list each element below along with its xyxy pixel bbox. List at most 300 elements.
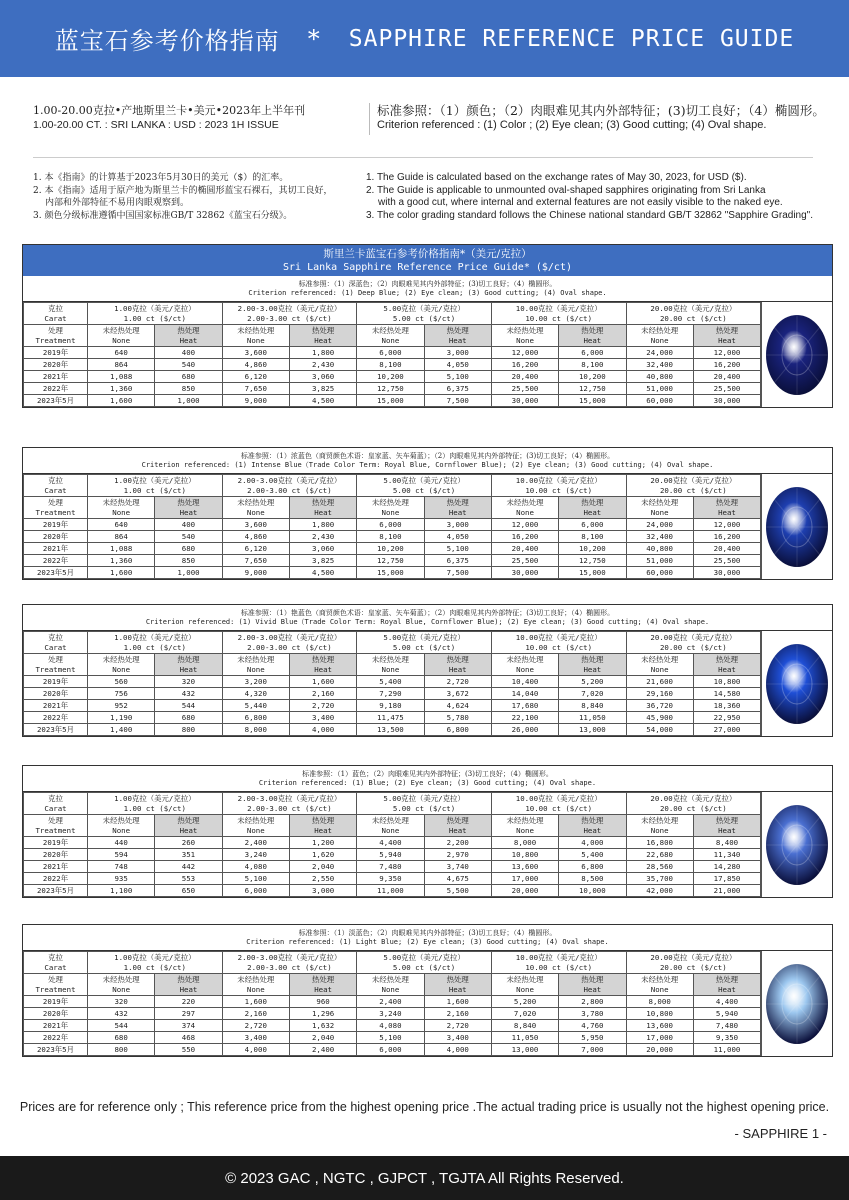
price-cell: 400 bbox=[155, 347, 222, 359]
price-cell: 2,400 bbox=[289, 1044, 356, 1056]
heat-header: 热处理 Heat bbox=[155, 497, 222, 519]
price-cell: 15,000 bbox=[559, 567, 626, 579]
table-row bbox=[24, 519, 761, 531]
table-row bbox=[24, 395, 761, 407]
year-cell: 2022年 bbox=[24, 555, 88, 567]
price-cell: 756 bbox=[88, 688, 155, 700]
price-cell: 14,580 bbox=[693, 688, 760, 700]
price-cell: 1,600 bbox=[88, 395, 155, 407]
price-cell: 2,800 bbox=[559, 996, 626, 1008]
price-cell: 374 bbox=[155, 1020, 222, 1032]
table-row bbox=[24, 861, 761, 873]
price-cell: 850 bbox=[155, 383, 222, 395]
price-cell: 13,600 bbox=[491, 861, 558, 873]
year-cell: 2023年5月 bbox=[24, 395, 88, 407]
carat-group-header: 1.00克拉（美元/克拉） 1.00 ct ($/ct) bbox=[88, 632, 223, 654]
carat-group-header: 1.00克拉（美元/克拉） 1.00 ct ($/ct) bbox=[88, 952, 223, 974]
price-cell: 20,400 bbox=[491, 371, 558, 383]
none-header: 未经热处理 None bbox=[491, 325, 558, 347]
treatment-header-row bbox=[24, 654, 761, 676]
price-cell: 5,200 bbox=[559, 676, 626, 688]
price-cell: 28,560 bbox=[626, 861, 693, 873]
price-cell: 16,200 bbox=[491, 359, 558, 371]
price-cell: 864 bbox=[88, 359, 155, 371]
price-cell: 432 bbox=[88, 1008, 155, 1020]
price-cell: 1,190 bbox=[88, 712, 155, 724]
price-cell: 748 bbox=[88, 861, 155, 873]
price-cell: 13,000 bbox=[559, 724, 626, 736]
price-cell: 13,600 bbox=[626, 1020, 693, 1032]
year-cell: 2022年 bbox=[24, 873, 88, 885]
price-cell: 6,375 bbox=[424, 555, 491, 567]
price-cell: 17,000 bbox=[626, 1032, 693, 1044]
price-cell: 7,020 bbox=[559, 688, 626, 700]
year-cell: 2019年 bbox=[24, 347, 88, 359]
criterion-zh: 标准参照：（1）淡蓝色；（2）肉眼难见其内外部特征；(3)切工良好；（4）椭圆形。 bbox=[298, 929, 557, 937]
price-cell: 10,200 bbox=[559, 371, 626, 383]
price-panel bbox=[22, 244, 833, 408]
criterion-zh: 标准参照：（1）浓蓝色（商贸颜色术语：皇家蓝、矢车菊蓝）；（2）肉眼难见其内外部特征；(3)切工良好；（4）椭圆形。 bbox=[240, 452, 615, 460]
table-title bbox=[23, 245, 832, 276]
price-cell: 9,350 bbox=[357, 873, 424, 885]
price-cell: 7,650 bbox=[222, 383, 289, 395]
price-cell: 2,720 bbox=[424, 676, 491, 688]
price-cell: 15,000 bbox=[559, 395, 626, 407]
price-cell: 3,400 bbox=[222, 1032, 289, 1044]
price-cell: 36,720 bbox=[626, 700, 693, 712]
price-cell: 1,088 bbox=[88, 543, 155, 555]
price-cell: 5,100 bbox=[424, 543, 491, 555]
price-cell: 51,000 bbox=[626, 383, 693, 395]
carat-label: 克拉 Carat bbox=[24, 303, 88, 325]
price-cell: 2,430 bbox=[289, 531, 356, 543]
price-cell: 21,000 bbox=[693, 885, 760, 897]
price-cell: 25,500 bbox=[693, 555, 760, 567]
price-cell: 16,800 bbox=[626, 837, 693, 849]
price-cell: 2,400 bbox=[222, 837, 289, 849]
none-header: 未经热处理 None bbox=[626, 654, 693, 676]
none-header: 未经热处理 None bbox=[491, 654, 558, 676]
heat-header: 热处理 Heat bbox=[424, 815, 491, 837]
price-cell: 2,160 bbox=[424, 1008, 491, 1020]
price-cell: 2,720 bbox=[289, 700, 356, 712]
price-cell: 8,500 bbox=[559, 873, 626, 885]
price-cell: 3,600 bbox=[222, 519, 289, 531]
carat-group-header: 1.00克拉（美元/克拉） 1.00 ct ($/ct) bbox=[88, 475, 223, 497]
heat-header: 热处理 Heat bbox=[289, 497, 356, 519]
intense-blue-sapphire-image bbox=[761, 474, 832, 579]
price-cell: 4,000 bbox=[289, 724, 356, 736]
price-cell: 12,750 bbox=[357, 383, 424, 395]
price-cell: 4,080 bbox=[222, 861, 289, 873]
heat-header: 热处理 Heat bbox=[289, 325, 356, 347]
price-panel bbox=[22, 447, 833, 580]
price-cell: 2,720 bbox=[222, 1020, 289, 1032]
price-cell: 8,100 bbox=[559, 359, 626, 371]
none-header: 未经热处理 None bbox=[222, 654, 289, 676]
price-cell: 8,000 bbox=[626, 996, 693, 1008]
year-cell: 2021年 bbox=[24, 543, 88, 555]
price-cell: 26,000 bbox=[491, 724, 558, 736]
table-title-zh: 斯里兰卡蓝宝石参考价格指南*（美元/克拉） bbox=[323, 248, 532, 260]
carat-header-row bbox=[24, 475, 761, 497]
year-cell: 2021年 bbox=[24, 371, 88, 383]
table-row bbox=[24, 1020, 761, 1032]
price-cell: 16,200 bbox=[693, 531, 760, 543]
criteria-info bbox=[377, 104, 827, 132]
price-cell: 1,632 bbox=[289, 1020, 356, 1032]
note-en-2-cont: with a good cut, where internal and external features are not easily visible to the naked eye. bbox=[378, 197, 783, 209]
price-cell: 320 bbox=[88, 996, 155, 1008]
panel-criterion bbox=[23, 605, 832, 631]
price-cell: 1,100 bbox=[88, 885, 155, 897]
price-cell: 22,100 bbox=[491, 712, 558, 724]
price-cell: 15,000 bbox=[357, 567, 424, 579]
carat-group-header: 2.00-3.00克拉（美元/克拉） 2.00-3.00 ct ($/ct) bbox=[222, 793, 357, 815]
table-row bbox=[24, 885, 761, 897]
note-zh-3: 3. 颜色分级标准遵循中国国家标准GB/T 32862《蓝宝石分级》。 bbox=[33, 210, 293, 221]
price-cell: 24,000 bbox=[626, 519, 693, 531]
heat-header: 热处理 Heat bbox=[693, 654, 760, 676]
treatment-header-row bbox=[24, 815, 761, 837]
price-cell: 5,780 bbox=[424, 712, 491, 724]
price-cell: 35,700 bbox=[626, 873, 693, 885]
carat-group-header: 5.00克拉（美元/克拉） 5.00 ct ($/ct) bbox=[357, 793, 492, 815]
price-cell: 400 bbox=[155, 519, 222, 531]
treatment-label: 处理 Treatment bbox=[24, 974, 88, 996]
treatment-label: 处理 Treatment bbox=[24, 497, 88, 519]
price-cell: 42,000 bbox=[626, 885, 693, 897]
carat-group-header: 2.00-3.00克拉（美元/克拉） 2.00-3.00 ct ($/ct) bbox=[222, 475, 357, 497]
carat-group-header: 5.00克拉（美元/克拉） 5.00 ct ($/ct) bbox=[357, 475, 492, 497]
heat-header: 热处理 Heat bbox=[559, 497, 626, 519]
carat-header-row bbox=[24, 952, 761, 974]
heat-header: 热处理 Heat bbox=[693, 497, 760, 519]
section-divider bbox=[33, 157, 813, 158]
price-cell: 560 bbox=[88, 676, 155, 688]
year-cell: 2022年 bbox=[24, 383, 88, 395]
table-row bbox=[24, 837, 761, 849]
price-cell: 960 bbox=[289, 996, 356, 1008]
carat-group-header: 2.00-3.00克拉（美元/克拉） 2.00-3.00 ct ($/ct) bbox=[222, 303, 357, 325]
year-cell: 2020年 bbox=[24, 359, 88, 371]
carat-group-header: 10.00克拉（美元/克拉） 10.00 ct ($/ct) bbox=[491, 632, 626, 654]
price-cell: 3,060 bbox=[289, 543, 356, 555]
vivid-blue-sapphire-image bbox=[761, 631, 832, 736]
price-cell: 5,100 bbox=[424, 371, 491, 383]
price-cell: 6,000 bbox=[357, 347, 424, 359]
price-cell: 1,600 bbox=[222, 996, 289, 1008]
heat-header: 热处理 Heat bbox=[424, 325, 491, 347]
year-cell: 2023年5月 bbox=[24, 1044, 88, 1056]
carat-group-header: 10.00克拉（美元/克拉） 10.00 ct ($/ct) bbox=[491, 793, 626, 815]
table-row bbox=[24, 996, 761, 1008]
carat-group-header: 1.00克拉（美元/克拉） 1.00 ct ($/ct) bbox=[88, 793, 223, 815]
price-cell: 8,840 bbox=[559, 700, 626, 712]
price-cell: 3,825 bbox=[289, 383, 356, 395]
price-cell: 3,000 bbox=[424, 347, 491, 359]
none-header: 未经热处理 None bbox=[222, 815, 289, 837]
price-cell: 544 bbox=[88, 1020, 155, 1032]
price-cell: 440 bbox=[88, 837, 155, 849]
criterion-en: Criterion referenced: (1) Deep Blue; (2) Eye clean; (3) Good cutting; (4) Oval shape. bbox=[248, 289, 607, 297]
year-cell: 2020年 bbox=[24, 849, 88, 861]
title-banner bbox=[0, 0, 849, 77]
year-cell: 2022年 bbox=[24, 712, 88, 724]
light-blue-sapphire-image bbox=[761, 951, 832, 1056]
none-header: 未经热处理 None bbox=[357, 497, 424, 519]
price-cell: 40,800 bbox=[626, 371, 693, 383]
price-cell: 40,800 bbox=[626, 543, 693, 555]
none-header: 未经热处理 None bbox=[88, 974, 155, 996]
price-cell: 24,000 bbox=[626, 347, 693, 359]
price-cell: 9,000 bbox=[222, 567, 289, 579]
criterion-zh: 标准参照：（1）深蓝色；（2）肉眼难见其内外部特征；(3)切工良好；（4）椭圆形。 bbox=[298, 280, 557, 288]
table-row bbox=[24, 383, 761, 395]
treatment-label: 处理 Treatment bbox=[24, 654, 88, 676]
price-cell: 800 bbox=[155, 724, 222, 736]
price-cell: 7,480 bbox=[693, 1020, 760, 1032]
price-cell: 32,400 bbox=[626, 359, 693, 371]
price-cell: 3,000 bbox=[424, 519, 491, 531]
price-cell: 1,296 bbox=[289, 1008, 356, 1020]
price-table bbox=[23, 792, 761, 897]
price-cell: 32,400 bbox=[626, 531, 693, 543]
price-cell: 4,050 bbox=[424, 531, 491, 543]
price-cell: 30,000 bbox=[693, 567, 760, 579]
title-zh: 蓝宝石参考价格指南 bbox=[54, 27, 280, 55]
none-header: 未经热处理 None bbox=[222, 497, 289, 519]
year-cell: 2023年5月 bbox=[24, 724, 88, 736]
price-cell: 5,400 bbox=[357, 676, 424, 688]
price-cell: 6,120 bbox=[222, 371, 289, 383]
heat-header: 热处理 Heat bbox=[289, 654, 356, 676]
price-cell: 30,000 bbox=[491, 395, 558, 407]
page-label: - SAPPHIRE 1 - bbox=[734, 1126, 827, 1141]
price-cell: 12,750 bbox=[559, 555, 626, 567]
price-cell: 25,500 bbox=[491, 383, 558, 395]
none-header: 未经热处理 None bbox=[222, 974, 289, 996]
none-header: 未经热处理 None bbox=[357, 974, 424, 996]
year-cell: 2020年 bbox=[24, 688, 88, 700]
price-cell: 30,000 bbox=[693, 395, 760, 407]
price-panel bbox=[22, 765, 833, 898]
table-row bbox=[24, 371, 761, 383]
table-row bbox=[24, 567, 761, 579]
none-header: 未经热处理 None bbox=[491, 974, 558, 996]
panel-criterion bbox=[23, 276, 832, 302]
price-cell: 4,080 bbox=[357, 1020, 424, 1032]
panel-body bbox=[23, 631, 832, 736]
year-cell: 2020年 bbox=[24, 531, 88, 543]
price-cell: 4,760 bbox=[559, 1020, 626, 1032]
carat-group-header: 10.00克拉（美元/克拉） 10.00 ct ($/ct) bbox=[491, 952, 626, 974]
price-cell: 1,000 bbox=[155, 395, 222, 407]
table-row bbox=[24, 555, 761, 567]
panel-body bbox=[23, 474, 832, 579]
price-cell: 5,100 bbox=[222, 873, 289, 885]
price-cell: 1,600 bbox=[289, 676, 356, 688]
table-row bbox=[24, 531, 761, 543]
price-cell: 11,340 bbox=[693, 849, 760, 861]
price-cell: 4,000 bbox=[424, 1044, 491, 1056]
price-cell: 15,000 bbox=[357, 395, 424, 407]
price-cell: 7,480 bbox=[357, 861, 424, 873]
carat-label: 克拉 Carat bbox=[24, 632, 88, 654]
table-row bbox=[24, 1032, 761, 1044]
table-row bbox=[24, 849, 761, 861]
table-row bbox=[24, 873, 761, 885]
carat-group-header: 20.00克拉（美元/克拉） 20.00 ct ($/ct) bbox=[626, 303, 761, 325]
price-cell: 18,360 bbox=[693, 700, 760, 712]
price-cell: 10,400 bbox=[491, 676, 558, 688]
price-cell: 3,060 bbox=[289, 371, 356, 383]
panel-criterion bbox=[23, 766, 832, 792]
price-cell: 20,400 bbox=[693, 543, 760, 555]
year-cell: 2019年 bbox=[24, 676, 88, 688]
price-cell: 2,200 bbox=[424, 837, 491, 849]
price-table bbox=[23, 302, 761, 407]
price-cell: 550 bbox=[155, 1044, 222, 1056]
none-header: 未经热处理 None bbox=[88, 497, 155, 519]
price-cell: 11,000 bbox=[357, 885, 424, 897]
price-cell: 3,672 bbox=[424, 688, 491, 700]
price-cell: 12,750 bbox=[559, 383, 626, 395]
price-cell: 800 bbox=[88, 1044, 155, 1056]
year-cell: 2023年5月 bbox=[24, 567, 88, 579]
price-cell: 3,600 bbox=[222, 347, 289, 359]
carat-group-header: 5.00克拉（美元/克拉） 5.00 ct ($/ct) bbox=[357, 952, 492, 974]
price-cell: 6,000 bbox=[222, 885, 289, 897]
price-table bbox=[23, 631, 761, 736]
treatment-header-row bbox=[24, 497, 761, 519]
treatment-header-row bbox=[24, 325, 761, 347]
price-cell: 1,600 bbox=[424, 996, 491, 1008]
year-cell: 2021年 bbox=[24, 700, 88, 712]
treatment-label: 处理 Treatment bbox=[24, 815, 88, 837]
price-cell: 1,360 bbox=[88, 383, 155, 395]
heat-header: 热处理 Heat bbox=[559, 654, 626, 676]
table-row bbox=[24, 359, 761, 371]
price-cell: 2,040 bbox=[289, 861, 356, 873]
criterion-en: Criterion referenced: (1) Vivid Blue（Trade Color Term: Royal Blue, Cornflower Blue); (2) Eye clean; (3) Good cutting; (4) Oval shape. bbox=[145, 618, 710, 626]
none-header: 未经热处理 None bbox=[222, 325, 289, 347]
price-cell: 4,000 bbox=[222, 1044, 289, 1056]
heat-header: 热处理 Heat bbox=[289, 815, 356, 837]
criteria-zh: 标准参照：（1）颜色；（2）肉眼难见其内外部特征；(3)切工良好；（4）椭圆形。 bbox=[377, 103, 825, 118]
treatment-header-row bbox=[24, 974, 761, 996]
price-cell: 4,400 bbox=[357, 837, 424, 849]
copyright-bar bbox=[0, 1156, 849, 1200]
price-cell: 30,000 bbox=[491, 567, 558, 579]
none-header: 未经热处理 None bbox=[357, 654, 424, 676]
price-cell: 10,800 bbox=[626, 1008, 693, 1020]
year-cell: 2021年 bbox=[24, 1020, 88, 1032]
price-cell: 540 bbox=[155, 531, 222, 543]
price-cell: 5,940 bbox=[693, 1008, 760, 1020]
note-zh-2: 2. 本《指南》适用于原产地为斯里兰卡的椭圆形蓝宝石裸石，其切工良好， bbox=[33, 185, 333, 196]
price-cell: 297 bbox=[155, 1008, 222, 1020]
price-cell: 1,600 bbox=[88, 567, 155, 579]
price-cell: 952 bbox=[88, 700, 155, 712]
price-cell: 1,088 bbox=[88, 371, 155, 383]
notes-zh bbox=[33, 172, 363, 222]
criterion-en: Criterion referenced: (1) Intense Blue（Trade Color Term: Royal Blue, Cornflower Blue); (2) Eye clean; (3) Good cutting; (4) Oval shape. bbox=[141, 461, 714, 469]
heat-header: 热处理 Heat bbox=[693, 325, 760, 347]
price-cell: 17,680 bbox=[491, 700, 558, 712]
price-cell: 864 bbox=[88, 531, 155, 543]
price-cell: 4,860 bbox=[222, 531, 289, 543]
price-cell: 10,200 bbox=[357, 543, 424, 555]
carat-label: 克拉 Carat bbox=[24, 793, 88, 815]
price-cell: 8,100 bbox=[357, 359, 424, 371]
price-cell: 7,500 bbox=[424, 567, 491, 579]
price-cell: 4,675 bbox=[424, 873, 491, 885]
price-cell: 468 bbox=[155, 1032, 222, 1044]
carat-group-header: 5.00克拉（美元/克拉） 5.00 ct ($/ct) bbox=[357, 303, 492, 325]
price-cell: 220 bbox=[155, 996, 222, 1008]
price-cell: 22,680 bbox=[626, 849, 693, 861]
price-table bbox=[23, 951, 761, 1056]
price-cell: 6,000 bbox=[559, 347, 626, 359]
price-cell: 2,720 bbox=[424, 1020, 491, 1032]
carat-header-row bbox=[24, 632, 761, 654]
heat-header: 热处理 Heat bbox=[693, 974, 760, 996]
price-cell: 11,000 bbox=[693, 1044, 760, 1056]
price-cell: 6,120 bbox=[222, 543, 289, 555]
price-cell: 54,000 bbox=[626, 724, 693, 736]
price-cell: 3,780 bbox=[559, 1008, 626, 1020]
table-row bbox=[24, 688, 761, 700]
price-cell: 8,400 bbox=[693, 837, 760, 849]
price-cell: 9,000 bbox=[222, 395, 289, 407]
price-cell: 351 bbox=[155, 849, 222, 861]
price-cell: 3,825 bbox=[289, 555, 356, 567]
price-cell: 5,400 bbox=[559, 849, 626, 861]
price-cell: 2,040 bbox=[289, 1032, 356, 1044]
price-cell: 12,750 bbox=[357, 555, 424, 567]
price-cell: 12,000 bbox=[693, 347, 760, 359]
price-cell: 4,050 bbox=[424, 359, 491, 371]
table-row bbox=[24, 724, 761, 736]
table-row bbox=[24, 1044, 761, 1056]
price-cell: 12,000 bbox=[693, 519, 760, 531]
deep-blue-sapphire-image bbox=[761, 302, 832, 407]
none-header: 未经热处理 None bbox=[626, 497, 693, 519]
price-cell: 442 bbox=[155, 861, 222, 873]
panel-body bbox=[23, 792, 832, 897]
price-cell: 3,240 bbox=[357, 1008, 424, 1020]
price-cell: 5,200 bbox=[491, 996, 558, 1008]
price-cell: 1,360 bbox=[88, 555, 155, 567]
price-panel bbox=[22, 604, 833, 737]
carat-group-header: 20.00克拉（美元/克拉） 20.00 ct ($/ct) bbox=[626, 952, 761, 974]
carat-group-header: 10.00克拉（美元/克拉） 10.00 ct ($/ct) bbox=[491, 303, 626, 325]
price-cell: 10,200 bbox=[357, 371, 424, 383]
price-cell: 2,160 bbox=[289, 688, 356, 700]
title-en: SAPPHIRE REFERENCE PRICE GUIDE bbox=[348, 25, 795, 52]
price-cell: 8,000 bbox=[222, 724, 289, 736]
note-zh-2-cont: 内部和外部特征不易用肉眼观察到。 bbox=[45, 198, 190, 208]
none-header: 未经热处理 None bbox=[491, 815, 558, 837]
price-cell: 5,940 bbox=[357, 849, 424, 861]
heat-header: 热处理 Heat bbox=[559, 815, 626, 837]
none-header: 未经热处理 None bbox=[88, 815, 155, 837]
carat-label: 克拉 Carat bbox=[24, 475, 88, 497]
carat-group-header: 20.00克拉（美元/克拉） 20.00 ct ($/ct) bbox=[626, 793, 761, 815]
price-cell: 7,000 bbox=[559, 1044, 626, 1056]
price-cell: 3,200 bbox=[222, 676, 289, 688]
